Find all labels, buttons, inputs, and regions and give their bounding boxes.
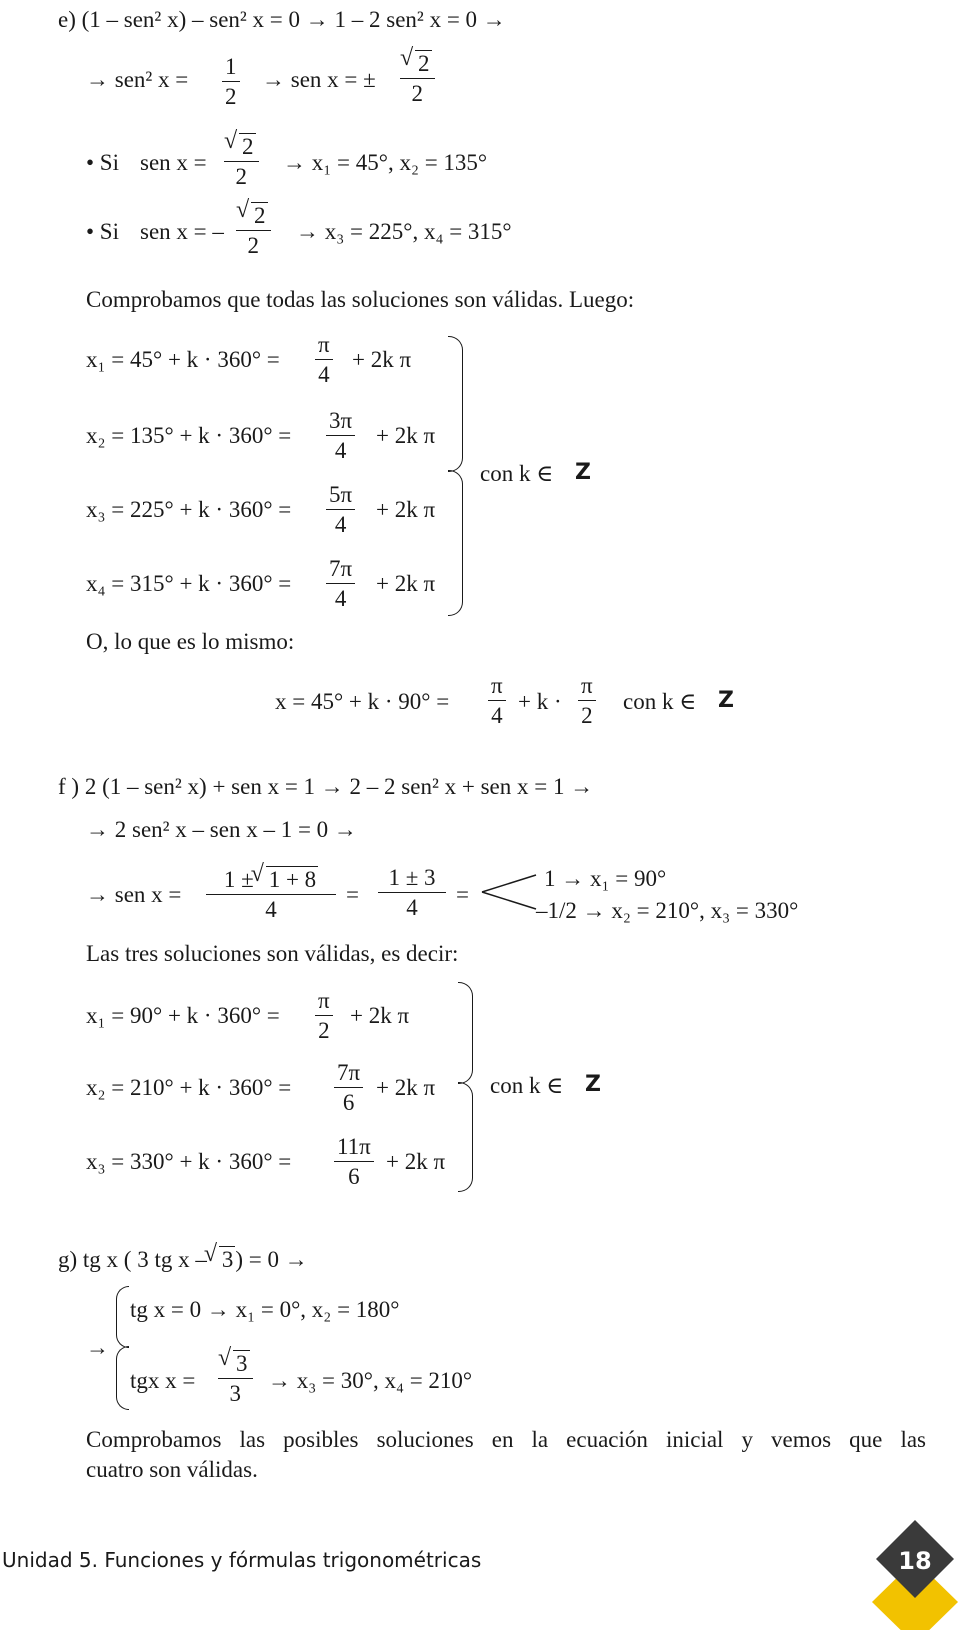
f-line2: → 2 sen² x – sen x – 1 = 0 → <box>86 817 357 842</box>
fraction-f-sol-2: $\frac{7\pi}{6}$ <box>334 1061 363 1114</box>
integers-symbol: Z <box>575 460 591 485</box>
f-right-brace-bottom <box>458 1082 473 1192</box>
fraction-sol-1: $\frac{\pi}{4}$ <box>315 333 333 386</box>
fraction-quadratic: $\frac{1 \pm√ 1 + 8}{4}$ <box>206 866 336 921</box>
fraction-half: $\frac{1}{2}$ <box>222 55 240 108</box>
g-case-2-a: tgx x = <box>130 1368 196 1393</box>
e-same-text: O, lo que es lo mismo: <box>86 629 295 654</box>
e-bullet2-si: • Si <box>86 219 119 244</box>
page-number-badge <box>870 1520 960 1630</box>
e-right-brace-bottom <box>448 470 463 616</box>
e-general-con: con k ∈ <box>623 689 697 714</box>
e-line2-a: → sen² x = <box>86 67 189 92</box>
fraction-root2-over-2: √ $\frac{2}{2}$ <box>236 202 271 257</box>
f-sol-2-tail: + 2k π <box>376 1075 436 1100</box>
e-sol-2-tail: + 2k π <box>376 423 436 448</box>
page-number: 18 <box>898 1547 932 1575</box>
fraction-root2-over-2: √ $\frac{2}{2}$ <box>400 50 435 105</box>
f-sol-2: x₂ = 210° + k · 360° = <box>86 1075 292 1100</box>
fraction-root3-over-3: √ $\frac{3}{3}$ <box>218 1350 253 1405</box>
f-valid-text: Las tres soluciones son válidas, es decir: <box>86 941 459 966</box>
e-bullet2-cond: sen x = – <box>140 219 224 244</box>
f-sol-3: x₃ = 330° + k · 360° = <box>86 1149 292 1174</box>
e-sol-1: x₁ = 45° + k · 360° = <box>86 347 280 372</box>
f-equals-1: = <box>346 882 359 907</box>
f-sol-1-tail: + 2k π <box>350 1003 410 1028</box>
f-sol-3-tail: + 2k π <box>386 1149 446 1174</box>
f-line3-a: → sen x = <box>86 882 182 907</box>
integers-symbol: Z <box>585 1072 601 1097</box>
e-sol-4: x₄ = 315° + k · 360° = <box>86 571 292 596</box>
e-bullet2-result: → x₃ = 225°, x₄ = 315° <box>296 219 512 244</box>
g-line1: g) tg x ( 3 tg x –√ 3) = 0 → <box>58 1246 308 1271</box>
e-check-text: Comprobamos que todas las soluciones son válidas. Luego: <box>86 287 635 312</box>
e-right-brace-top <box>448 336 463 472</box>
g-arrow: → <box>86 1335 109 1360</box>
e-sol-3: x₃ = 225° + k · 360° = <box>86 497 292 522</box>
integers-symbol: Z <box>718 688 734 713</box>
e-sol-2: x₂ = 135° + k · 360° = <box>86 423 292 448</box>
fraction-f-sol-1: $\frac{\pi}{2}$ <box>315 989 333 1042</box>
e-sol-4-tail: + 2k π <box>376 571 436 596</box>
g-left-brace-top <box>116 1286 129 1348</box>
e-general: x = 45° + k · 90° = <box>275 689 450 714</box>
g-left-brace-bottom <box>116 1346 129 1410</box>
fraction-quadratic-simplified: $\frac{1 \pm 3}{4}$ <box>378 866 446 919</box>
fraction-sol-4: $\frac{7\pi}{4}$ <box>326 557 355 610</box>
e-sol-3-tail: + 2k π <box>376 497 436 522</box>
e-sol-1-tail: + 2k π <box>352 347 412 372</box>
f-branch-lines <box>480 872 540 912</box>
g-final-line1: Comprobamos las posibles soluciones en la ecuación inicial y vemos que las <box>86 1427 926 1452</box>
g-case-1: tg x = 0 → x₁ = 0°, x₂ = 180° <box>130 1297 400 1322</box>
e-bullet1-cond: sen x = <box>140 150 207 175</box>
fraction-f-sol-3: $\frac{11\pi}{6}$ <box>334 1135 374 1188</box>
fraction-sol-3: $\frac{5\pi}{4}$ <box>326 483 355 536</box>
g-case-2-b: → x₃ = 30°, x₄ = 210° <box>268 1368 473 1393</box>
e-line2-b: → sen x = ± <box>262 67 376 92</box>
e-line1: e) (1 – sen² x) – sen² x = 0 → 1 – 2 sen² x = 0 → <box>58 7 506 32</box>
f-equals-2: = <box>456 882 469 907</box>
f-branch-2: –1/2 → x₂ = 210°, x₃ = 330° <box>536 898 799 923</box>
fraction-general-2: $\frac{\pi}{2}$ <box>578 674 596 727</box>
f-branch-1: 1 → x₁ = 90° <box>544 866 667 891</box>
f-sol-1: x₁ = 90° + k · 360° = <box>86 1003 280 1028</box>
e-bullet1-si: • Si <box>86 150 119 175</box>
footer-unit-title: Unidad 5. Funciones y fórmulas trigonométricas <box>2 1548 482 1572</box>
g-final-line2: cuatro son válidas. <box>86 1457 258 1482</box>
e-con-text: con k ∈ <box>480 461 554 486</box>
fraction-root2-over-2: √ $\frac{2}{2}$ <box>224 133 259 188</box>
e-bullet1-result: → x₁ = 45°, x₂ = 135° <box>283 150 488 175</box>
f-line1: f ) 2 (1 – sen² x) + sen x = 1 → 2 – 2 sen² x + sen x = 1 → <box>58 774 594 799</box>
f-con-text: con k ∈ <box>490 1073 564 1098</box>
e-general-mid: + k · <box>518 689 562 714</box>
f-right-brace-top <box>458 982 473 1084</box>
fraction-sol-2: $\frac{3\pi}{4}$ <box>326 409 355 462</box>
fraction-general-1: $\frac{\pi}{4}$ <box>488 674 506 727</box>
